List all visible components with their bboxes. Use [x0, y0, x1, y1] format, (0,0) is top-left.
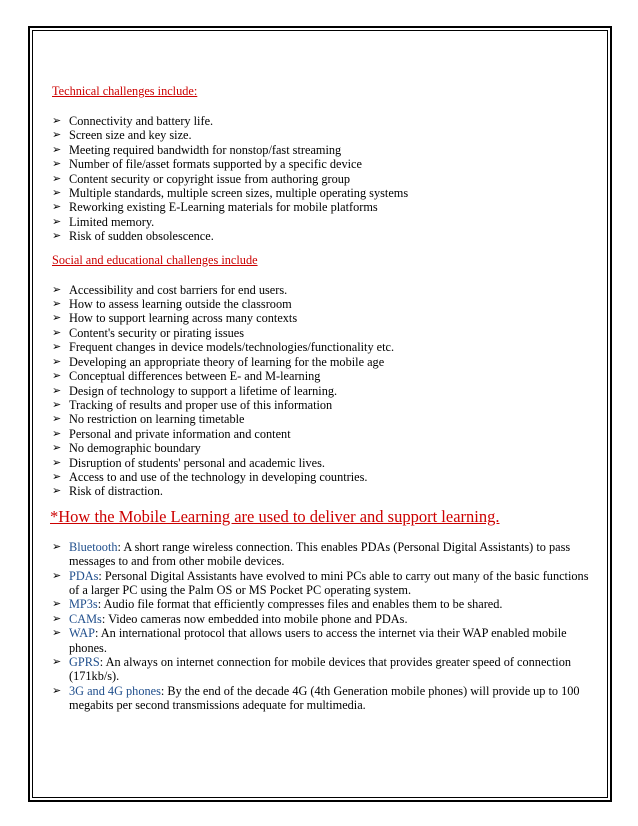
arrow-bullet-icon: ➢: [52, 172, 62, 185]
technical-list: [52, 114, 592, 244]
list-item: ➢ Connectivity and battery life.: [52, 114, 214, 128]
arrow-bullet-icon: ➢: [52, 115, 62, 127]
term-label: 3G and 4G phones: [69, 683, 161, 698]
term-label: PDAs: [69, 568, 99, 583]
list-item: ➢ Multiple standards, multiple screen sizes, multiple operating systems: [52, 186, 409, 201]
delivery-heading: *How the Mobile Learning are used to deliver and support learning.: [50, 506, 500, 526]
arrow-bullet-icon: ➢: [52, 656, 62, 668]
list-item: ➢ Frequent changes in device models/technologies/functionality etc.: [52, 340, 395, 355]
list-item: ➢ Design of technology to support a lifetime of learning.: [52, 383, 338, 398]
list-item: [52, 655, 592, 684]
term-description: : By the end of the decade 4G (4th Generation mobile phones) will provide up to 100 megabits per second transmissions adequate for multimedia.: [69, 683, 580, 713]
term-description: : An international protocol that allows users to access the internet via their WAP enabled mobile phones.: [69, 626, 567, 655]
list-item: ➢ How to assess learning outside the classroom: [52, 297, 292, 312]
list-item: [52, 569, 592, 598]
arrow-bullet-icon: ➢: [52, 569, 62, 582]
list-item: ➢ No demographic boundary: [52, 441, 201, 456]
list-item: ➢ Number of file/asset formats supported by a specific device: [52, 157, 362, 172]
social-list: [52, 283, 592, 499]
arrow-bullet-icon: ➢: [52, 384, 62, 397]
term-description: : A short range wireless connection. This enables PDAs (Personal Digital Assistants) to pass messages to and from other mobile devices.: [69, 539, 571, 569]
term-label: CAMs: [69, 611, 102, 626]
arrow-bullet-icon: ➢: [52, 158, 62, 171]
delivery-list: [52, 540, 592, 713]
term-description: : Video cameras now embedded into mobile phone and PDAs.: [101, 611, 408, 626]
arrow-bullet-icon: ➢: [52, 427, 62, 440]
list-item: ➢ Limited memory.: [52, 214, 155, 229]
arrow-bullet-icon: ➢: [52, 129, 62, 142]
list-item: ➢ Access to and use of the technology in developing countries.: [52, 469, 368, 484]
arrow-bullet-icon: ➢: [52, 627, 62, 640]
arrow-bullet-icon: ➢: [52, 485, 62, 498]
arrow-bullet-icon: ➢: [52, 341, 62, 354]
list-item: ➢ No restriction on learning timetable: [52, 412, 245, 427]
arrow-bullet-icon: ➢: [52, 355, 62, 368]
technical-heading: Technical challenges include:: [52, 84, 198, 98]
arrow-bullet-icon: ➢: [52, 612, 62, 625]
list-item: ➢ Accessibility and cost barriers for end users.: [52, 282, 288, 297]
arrow-bullet-icon: ➢: [52, 298, 62, 311]
term-description: : An always on internet connection for mobile devices that provides greater speed of connection (171kb/s).: [69, 655, 571, 684]
arrow-bullet-icon: ➢: [52, 215, 62, 228]
term-description: : Personal Digital Assistants have evolved to mini PCs able to carry out many of the basic functions of a larger PC using the Palm OS or MS Pocket PC operating system.: [69, 568, 589, 597]
list-item: ➢ Conceptual differences between E- and M-learning: [52, 369, 321, 384]
term-label: Bluetooth: [69, 539, 118, 554]
list-item: ➢ Reworking existing E-Learning materials for mobile platforms: [52, 200, 378, 215]
list-item: [52, 612, 592, 626]
list-item: ➢ Content's security or pirating issues: [52, 325, 245, 340]
list-item: [52, 626, 592, 655]
arrow-bullet-icon: ➢: [52, 413, 62, 426]
arrow-bullet-icon: ➢: [52, 398, 62, 411]
list-item: ➢ Disruption of students' personal and academic lives.: [52, 455, 325, 470]
term-label: GPRS: [69, 655, 100, 669]
arrow-bullet-icon: ➢: [52, 456, 62, 469]
list-item: ➢ Risk of distraction.: [52, 484, 163, 499]
arrow-bullet-icon: ➢: [52, 540, 62, 553]
list-item: ➢ Developing an appropriate theory of learning for the mobile age: [52, 354, 385, 369]
list-item: ➢ Tracking of results and proper use of this information: [52, 397, 333, 412]
social-heading: Social and educational challenges include: [52, 252, 258, 267]
arrow-bullet-icon: ➢: [52, 370, 62, 383]
arrow-bullet-icon: ➢: [52, 598, 62, 611]
arrow-bullet-icon: ➢: [52, 187, 62, 200]
arrow-bullet-icon: ➢: [52, 684, 62, 697]
list-item: [52, 597, 592, 611]
term-label: WAP: [69, 626, 95, 641]
arrow-bullet-icon: ➢: [52, 326, 62, 339]
arrow-bullet-icon: ➢: [52, 442, 62, 455]
list-item: ➢ Risk of sudden obsolescence.: [52, 229, 214, 244]
list-item: ➢ Personal and private information and content: [52, 426, 291, 441]
list-item: ➢ Content security or copyright issue from authoring group: [52, 171, 351, 186]
list-item: [52, 540, 592, 569]
list-item: ➢ How to support learning across many contexts: [52, 311, 298, 326]
list-item: [52, 684, 592, 713]
arrow-bullet-icon: ➢: [52, 201, 62, 214]
document-content: [52, 84, 592, 713]
arrow-bullet-icon: ➢: [52, 283, 62, 296]
list-item: ➢ Screen size and key size.: [52, 128, 192, 143]
term-description: : Audio file format that efficiently compresses files and enables them to be shared.: [97, 597, 503, 612]
list-item: ➢ Meeting required bandwidth for nonstop/fast streaming: [52, 142, 342, 157]
arrow-bullet-icon: ➢: [52, 143, 62, 156]
term-label: MP3s: [69, 597, 98, 612]
arrow-bullet-icon: ➢: [52, 312, 62, 325]
arrow-bullet-icon: ➢: [52, 470, 62, 483]
arrow-bullet-icon: ➢: [52, 230, 62, 243]
